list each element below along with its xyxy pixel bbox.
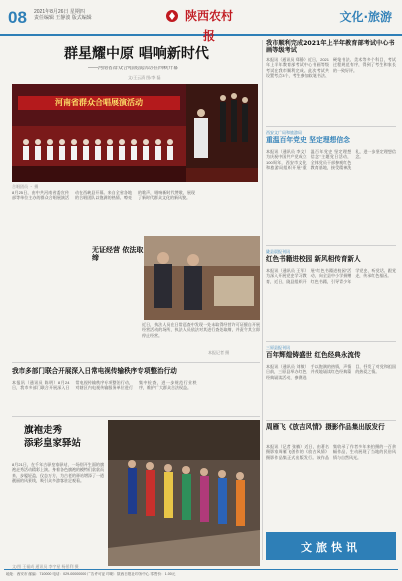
red-books-title: 红色书籍进校园 新风相传育新人 [266, 255, 361, 263]
divider [266, 126, 396, 127]
divider [266, 420, 396, 421]
enforcement-credit: 本报记者 摄 [208, 350, 230, 355]
red-books-body: 本报讯（通讯员 王军）为深入开展党史学习教育，近日，陇县组织开展“红色书籍进校园”活动，向全县中小学捐赠红色书籍，引导青少年学党史、听党话、跟党走，传承红色基因。 [266, 268, 396, 284]
qipao-credit: 文/图 王福成 通讯员 李宇星 杨景利 摄 [12, 564, 79, 569]
party-history-body: 本报讯（通讯员 李文）为庆祝中国共产党成立100周年，西安市文化和旅游局组织开展“重温百年党史 坚定理想信念”主题党日活动，全体党员干部参观红色教育基地，接受精神洗礼，进一步坚定理想信念。 [266, 149, 396, 171]
choir-photo [12, 84, 186, 182]
performers-photo [186, 84, 258, 182]
divider [12, 416, 260, 417]
performers-scene-icon [186, 84, 258, 182]
photo-book-title: 周雁飞《放吉风情》摄影作品集出版发行 [266, 423, 385, 431]
feature-subtitle: ——河南省群众合唱展演活动在西峡开幕 [88, 66, 179, 71]
promo-label: 文旅快讯 [301, 541, 361, 554]
stage-banner: 河南省群众合唱展演活动 [55, 98, 143, 107]
enforcement-body: 近日，执法人员在日常巡查中发现一处未取得经营许可证擅自开展经营活动的场所，执法人员依法对其进行查处取缔，并责令其立即停止经营。 [142, 322, 260, 338]
tv-order-title: 我市多部门联合开展深入日常电视传输秩序专项整治行动 [12, 367, 177, 375]
classics-body: 本报讯（通讯员 刘敏）日前，三原县举办红色经典诵读活动，参赛选手以饱满的热情，声情并茂地诵读红色经典篇目，抒发了对党和祖国的热爱之情。 [266, 364, 396, 380]
divider [12, 362, 260, 363]
party-history-kicker: 西安文广局和旅游局 [266, 130, 302, 135]
education-exam-title: 我市顺利完成2021年上半年教育部考试中心书画等级考试 [266, 40, 395, 55]
newspaper-logo: 陕西农村报 [164, 6, 238, 26]
feature-title: 群星耀中原 唱响新时代 [64, 46, 209, 62]
qipao-body: 8月21日，在千年古驿皇家驿站，一场别开生面的旗袍走秀活动精彩上演。身着各色旗袍的模特们款款而来，步履轻盈，仪态万方，为古老的驿站增添了一道靓丽的风景线，吸引众多游客驻足观看。 [12, 462, 104, 484]
photo-book-body: 本报讯（记者 张楠）近日，由著名摄影家周雁飞创作的《放吉风情》摄影作品集正式出版发行。该作品集收录了作者多年来拍摄的一百余幅作品，生动展现了当地的民俗风情与自然风光。 [266, 444, 396, 460]
party-history-title: 重温百年党史 坚定理想信念 [266, 136, 350, 144]
masthead [0, 0, 402, 43]
qipao-photo [108, 420, 260, 566]
section-title: 文化·旅游 [339, 10, 392, 24]
qipao-title: 旗袍走秀 添彩皇家驿站 [24, 425, 82, 450]
tv-order-body: 本报讯（通讯员 陈明）8月24日，我市多部门联合开展深入日常电视传输秩序专项整治行动，对辖区内电视传输服务单位进行集中检查，进一步规范行业秩序，维护广大群众合法权益。 [12, 380, 197, 391]
date-line: 2021年8月26日 星期四 责任编辑 王静波 版式编辑 [34, 9, 92, 21]
photo-caption: 合唱团员 ・ 摄 [12, 184, 39, 189]
footer-rule [4, 569, 398, 570]
enforcement-photo [144, 236, 260, 320]
feature-body: 8月25日，由中共河南省委宣传部等单位主办的群众合唱展演活动在西峡县开幕。来自全省各地的合唱团队以饱满的热情、嘹亮的歌声，唱响新时代赞歌，展现了新时代群众文化的新风貌。 [12, 190, 195, 201]
qipao-scene-icon [108, 420, 260, 566]
page-number: 08 [8, 8, 27, 27]
classics-kicker: 三原县报刊讯 [266, 345, 290, 350]
enforcement-title: 无证经营 依法取缔 [92, 246, 144, 263]
promo-banner [266, 532, 396, 560]
column-divider [262, 40, 263, 560]
enforcement-scene-icon [144, 236, 260, 320]
footer-info: 地址：西安市 邮编：710000 电话：029-00000000 广告许可证 印刷：陕西日报社印务中心 零售价：1.00元 [6, 572, 176, 576]
red-books-kicker: 陇县晨报刊讯 [266, 249, 290, 254]
classics-title: 百年辉煌铸盛世 红色经典永流传 [266, 351, 361, 359]
feature-byline: 文/王云清 图/李 磊 [128, 75, 161, 80]
divider [266, 245, 396, 246]
education-exam-body: 本报讯（通讯员 郑静）近日，2021年上半年教育部考试中心书画等级考试在我市顺利完成。此次考试共设置考点3个，考生参加软笔书法、硬笔书法、美术等多个科目，考试过程规范有序，得到了考生和家长的一致好评。 [266, 57, 396, 79]
divider [266, 341, 396, 342]
